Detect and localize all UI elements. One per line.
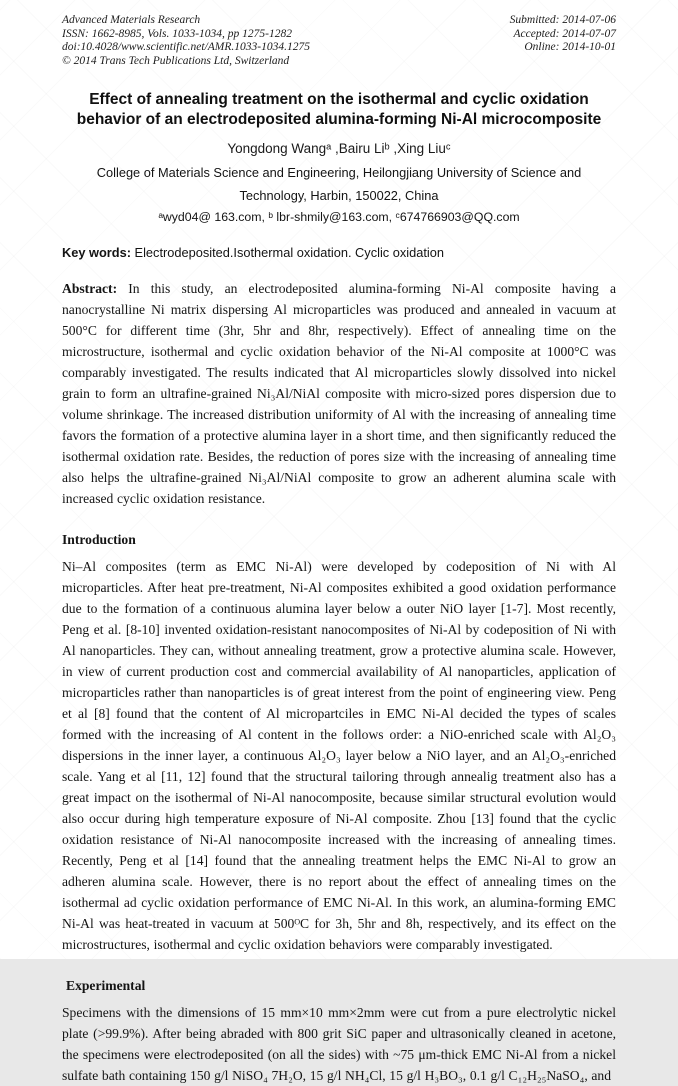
keywords-line	[62, 245, 616, 260]
paper-title: Effect of annealing treatment on the isothermal and cyclic oxidation behavior of an electrodeposited alumina-forming Ni-Al microcomposite	[76, 91, 602, 128]
journal-name: Advanced Materials Research	[62, 14, 201, 26]
affiliation-line: College of Materials Science and Engineering, Heilongjiang University of Science and Technology, Harbin, 150022, China	[96, 165, 582, 203]
abstract-text: In this study, an electrodeposited alumina-forming Ni-Al composite having a nanocrystalline Ni matrix dispersing Al microparticles was produced and annealed in vacuum at 500°C for different time (3hr, 5hr and 8hr, respectively). Effect of annealing time on the microstructure, isothermal and cyclic oxidation behavior of the Ni-Al composite at 1000°C was comparably investigated. The results indicated that Al microparticles slowly dissolved into nickel grain to form an ultrafine-grained Ni₃Al/NiAl composite with micro-sized pores dispersion due to volume shrinkage. The increased distribution uniformity of Al with the increasing of annealing time favors the formation of a protective alumina layer in a short time, and then significantly reduced the isothermal oxidation rate. Besides, the reduction of pores size with the increasing of annealing time also helps the ultrafine-grained Ni₃Al/NiAl composite to grow an adherent alumina scale with increased cyclic oxidation resistance.	[62, 281, 616, 506]
abstract-label: Abstract:	[62, 281, 129, 296]
doi-line: doi:10.4028/www.scientific.net/AMR.1033-1034.1275	[62, 41, 310, 53]
keywords-label: Key words:	[62, 245, 135, 260]
section-introduction	[62, 529, 616, 955]
abstract-paragraph	[62, 278, 616, 509]
author-emails: ᵃwyd04@ 163.com, ᵇ lbr-shmily@163.com, ᶜ674766903@QQ.com	[158, 210, 520, 224]
online-date: Online: 2014-10-01	[524, 41, 616, 53]
publication-info	[62, 14, 310, 68]
accepted-date: Accepted: 2014-07-07	[513, 27, 616, 40]
issn-volume-line: ISSN: 1662-8985, Vols. 1033-1034, pp 1275-1282	[62, 27, 292, 40]
submission-dates	[510, 14, 616, 68]
keywords-text: Electrodeposited.Isothermal oxidation. Cyclic oxidation	[134, 245, 444, 260]
section-experimental	[62, 975, 616, 1086]
publication-header	[62, 14, 616, 68]
authors-line: Yongdong Wangᵃ ,Bairu Liᵇ ,Xing Liuᶜ	[227, 141, 451, 156]
section-heading-introduction: Introduction	[62, 532, 136, 547]
section-body-experimental: Specimens with the dimensions of 15 mm×10 mm×2mm were cut from a pure electrolytic nickel plate (>99.9%). After being abraded with 800 grit SiC paper and ultrasonically cleaned in acetone, the specimens were electrodeposited (on all the sides) with ~75 μm-thick EMC Ni-Al from a nickel sulfate bath containing 150 g/l NiSO₄ 7H₂O, 15 g/l NH₄Cl, 15 g/l H₃BO₃, 0.1 g/l C₁₂H₂₅NaSO₄, and	[62, 1005, 616, 1083]
section-body-introduction: Ni–Al composites (term as EMC Ni-Al) were developed by codeposition of Ni with Al microparticles. After heat pre-treatment, Ni-Al composites exhibited a good oxidation performance due to the formation of a continuous alumina layer below a outer NiO layer [1-7]. Most recently, Peng et al. [8-10] invented oxidation-resistant nanocomposites of Ni-Al by codeposition of Ni with Al nanoparticles. They can, without annealing treatment, grow a protective alumina scale. However, in view of current production cost and commercial availability of Al nanoparticles, application of microparticles rather than nanoparticles is of great interest from the point of engineering view. Peng et al [8] found that the content of Al micropartciles in EMC Ni-Al decided the types of scales formed with the increasing of Al content in the follows order: a NiO-enriched scale with Al₂O₃ dispersions in the inner layer, a continuous Al₂O₃ layer below a NiO layer, and an Al₂O₃-enriched scale. Yang et al [11, 12] found that the structural tailoring through annealig treatment also has a great impact on the isothermal of Ni-Al nanocomposite, because similar structural evolution would also occur during high temperature exposure of Ni-Al composite. Zhou [13] found that the cyclic oxidation resistance of Ni-Al nanocomposite increased with the increasing of annealing times. Recently, Peng et al [14] found that the annealing treatment helps the EMC Ni-Al to grow an adheren alumina scale. However, there is no report about the effect of annealing times on the isothermal ad cyclic oxidation performance of EMC Ni-Al. In this work, an alumina-forming EMC Ni-Al was heat-treated in vacuum at 500ᴼC for 3h, 5hr and 8h, respectively, and its effect on the microstructures, isothermal and cyclic oxidation behaviors were comparably investigated.	[62, 559, 616, 952]
section-heading-experimental: Experimental	[66, 978, 146, 993]
copyright-line: © 2014 Trans Tech Publications Ltd, Switzerland	[62, 54, 290, 67]
submitted-date: Submitted: 2014-07-06	[509, 14, 616, 26]
